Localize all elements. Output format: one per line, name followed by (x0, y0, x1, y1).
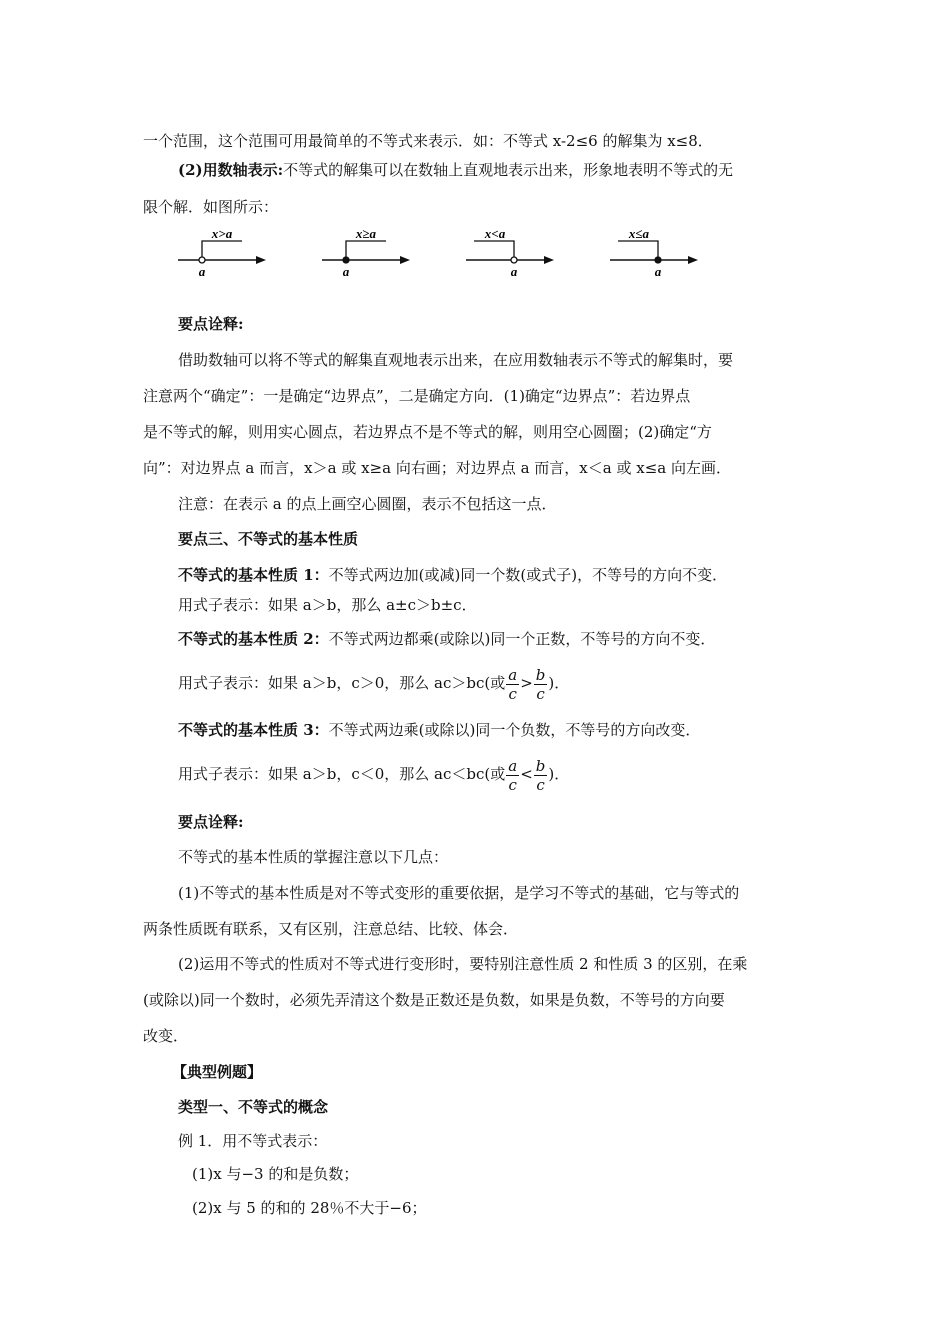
number-line-x-ge-a (320, 226, 416, 282)
type-title: 类型一、不等式的概念 (178, 1098, 329, 1116)
paragraph-line: (或除以)同一个数时，必须先弄清这个数是正数还是负数，如果是负数，不等号的方向要 (143, 991, 725, 1009)
fraction-b-over-c (534, 666, 548, 703)
property-text: 不等式两边乘(或除以)同一个负数，不等号的方向改变． (328, 721, 701, 739)
numerator: b (535, 756, 546, 775)
property-3 (178, 719, 700, 741)
section-title: 要点三、不等式的基本性质 (178, 530, 359, 548)
hollow-point (511, 257, 517, 263)
point-label: a (342, 264, 350, 279)
fraction-a-over-c (506, 666, 519, 703)
number-line-x-gt-a (176, 226, 272, 282)
subheading: (2)用数轴表示: (178, 161, 284, 179)
paragraph-line: 不等式的基本性质的掌握注意以下几点： (178, 848, 449, 866)
example-item: (1)x 与−3 的和是负数； (192, 1165, 359, 1183)
paragraph-line (178, 159, 733, 181)
comparison-sign: < (520, 765, 533, 783)
paragraph-line: 两条性质既有联系，又有区别，注意总结、比较、体会． (143, 920, 519, 938)
paragraph-line: (2)运用不等式的性质对不等式进行变形时，要特别注意性质 2 和性质 3 的区别，在乘 (178, 955, 748, 973)
property-heading: 不等式的基本性质 1： (178, 566, 329, 584)
note-title: 要点诠释: (178, 315, 244, 333)
property-text: 不等式两边加(或减)同一个数(或式子)，不等号的方向不变． (328, 566, 728, 584)
paragraph-line: 注意：在表示 a 的点上画空心圆圈，表示不包括这一点． (178, 495, 557, 513)
inequality-label: x<a (484, 226, 506, 241)
formula-text: )． (548, 674, 570, 692)
example-item: (2)x 与 5 的和的 28％不大于−6； (192, 1199, 427, 1217)
paragraph-line: 改变． (143, 1027, 189, 1045)
examples-title: 【典型例题】 (172, 1063, 263, 1081)
paragraph-line: (1)不等式的基本性质是对不等式变形的重要依据，是学习不等式的基础，它与等式的 (178, 884, 740, 902)
solid-point (655, 257, 661, 263)
property-formula: 用式子表示：如果 a＞b，那么 a±c＞b±c． (178, 596, 477, 614)
paragraph-line: 借助数轴可以将不等式的解集直观地表示出来，在应用数轴表示不等式的解集时，要 (178, 351, 734, 369)
numerator: a (508, 756, 518, 775)
property-formula (178, 754, 569, 794)
example-title: 例 1．用不等式表示： (178, 1132, 328, 1150)
paragraph-line: 是不等式的解，则用实心圆点，若边界点不是不等式的解，则用空心圆圈；(2)确定“方 (143, 423, 712, 441)
text: 不等式的解集可以在数轴上直观地表示出来，形象地表明不等式的无 (283, 161, 734, 179)
fraction-b-over-c (534, 757, 548, 794)
formula-text: 用式子表示：如果 a＞b，c＞0，那么 ac＞bc(或 (178, 674, 506, 692)
solid-point (343, 257, 349, 263)
point-label: a (198, 264, 206, 279)
paragraph-line: 限个解．如图所示： (143, 198, 279, 216)
hollow-point (199, 257, 205, 263)
formula-text: )． (548, 765, 570, 783)
denominator: c (536, 775, 545, 794)
point-label: a (654, 264, 662, 279)
property-2 (178, 628, 715, 650)
number-line-x-le-a (608, 226, 704, 282)
inequality-label: x>a (211, 226, 233, 241)
property-heading: 不等式的基本性质 3： (178, 721, 329, 739)
formula-text: 用式子表示：如果 a＞b，c＜0，那么 ac＜bc(或 (178, 765, 506, 783)
property-text: 不等式两边都乘(或除以)同一个正数，不等号的方向不变． (328, 630, 716, 648)
inequality-label: x≤a (628, 226, 650, 241)
paragraph-line: 向”：对边界点 a 而言，x＞a 或 x≥a 向右画；对边界点 a 而言，x＜a 或 x≤a 向左画． (143, 459, 731, 477)
numerator: a (508, 665, 518, 684)
paragraph-line: 一个范围，这个范围可用最简单的不等式来表示．如：不等式 x-2≤6 的解集为 x≤8． (143, 132, 713, 150)
inequality-label: x≥a (355, 226, 377, 241)
fraction-a-over-c (506, 757, 519, 794)
number-line-x-lt-a (464, 226, 560, 282)
denominator: c (508, 775, 517, 794)
comparison-sign: > (520, 674, 533, 692)
point-label: a (510, 264, 518, 279)
numerator: b (535, 665, 546, 684)
note-title: 要点诠释: (178, 813, 244, 831)
property-formula (178, 663, 569, 703)
denominator: c (508, 684, 517, 703)
property-1 (178, 564, 727, 586)
property-heading: 不等式的基本性质 2： (178, 630, 329, 648)
paragraph-line: 注意两个“确定”：一是确定“边界点”，二是确定方向．(1)确定“边界点”：若边界点 (143, 387, 691, 405)
denominator: c (536, 684, 545, 703)
